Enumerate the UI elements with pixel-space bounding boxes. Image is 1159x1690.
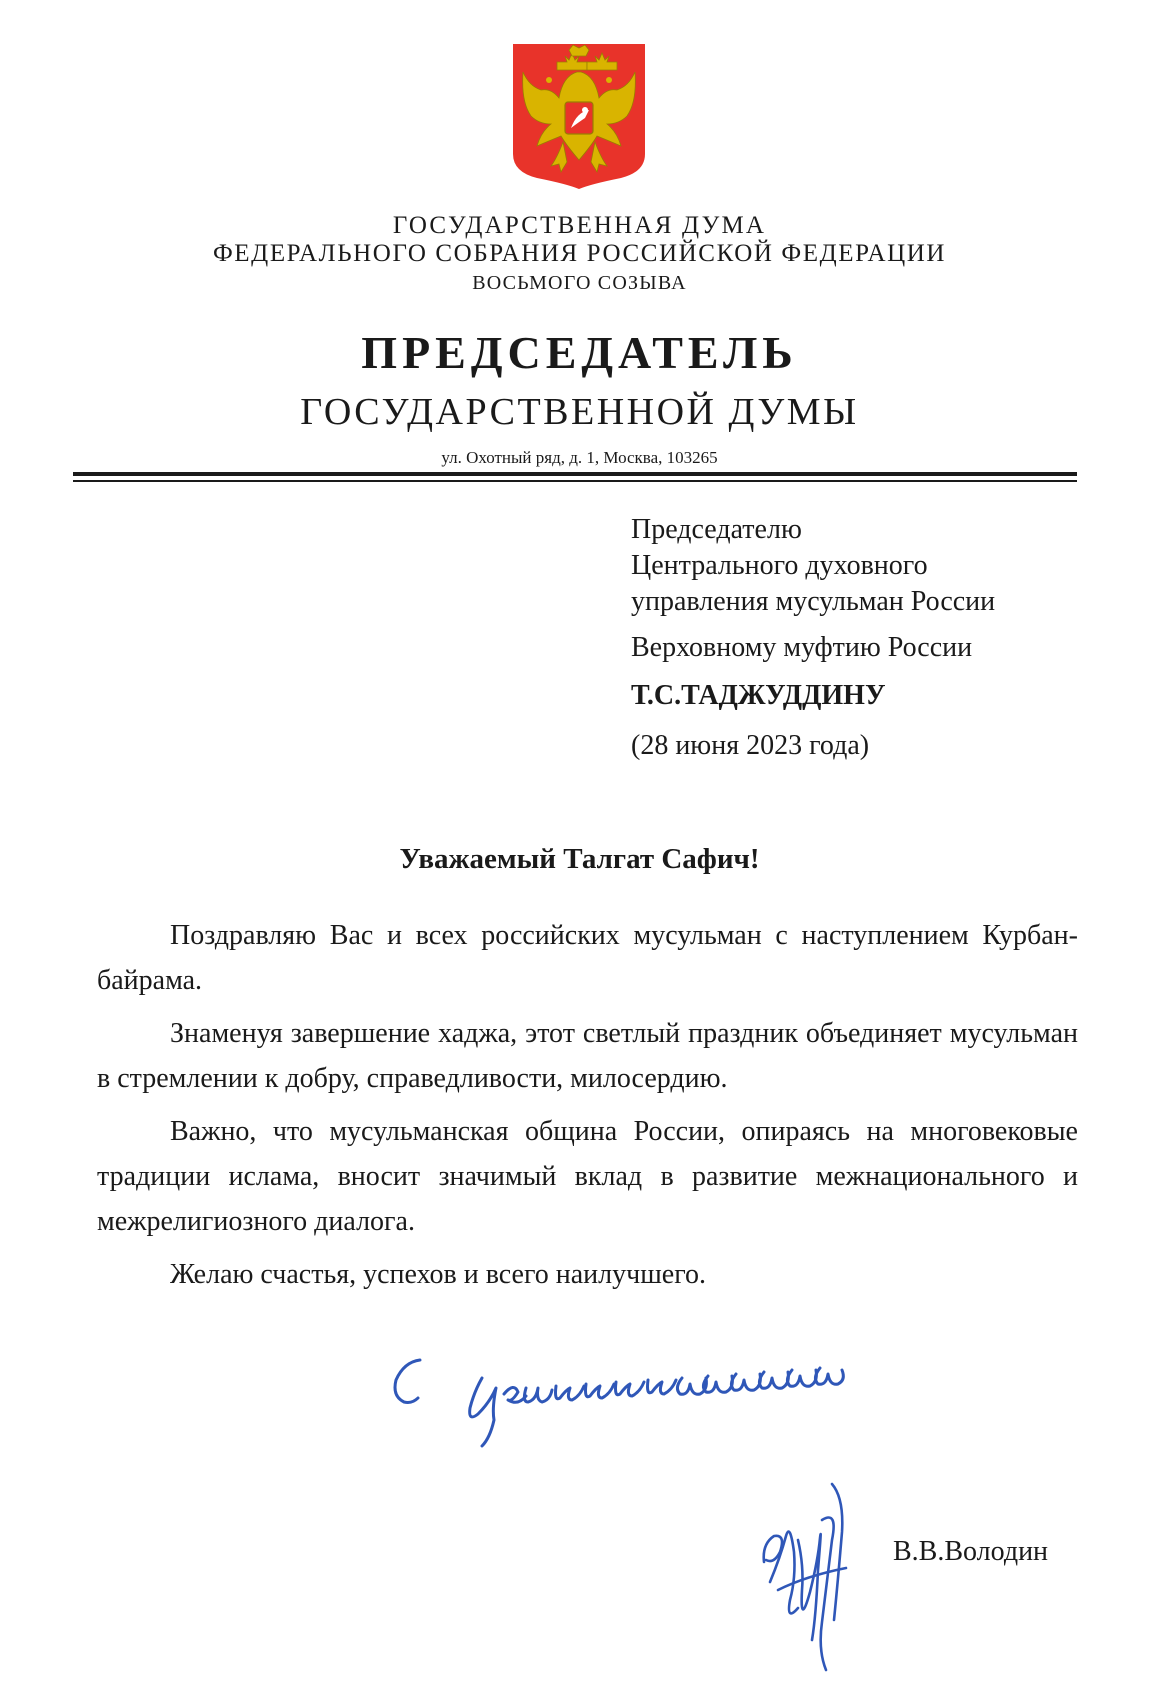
handwritten-farewell	[386, 1348, 906, 1448]
header-divider-thin	[73, 480, 1077, 482]
org-name-line-3: ВОСЬМОГО СОЗЫВА	[472, 272, 687, 294]
salutation: Уважаемый Талгат Сафич!	[399, 843, 760, 875]
signer-name: В.В.Володин	[893, 1536, 1049, 1567]
body-paragraph: Знаменуя завершение хаджа, этот светлый праздник объединяет мусульман в стремлении к добру, справедливости, милосердию.	[97, 1018, 1078, 1094]
recipient-block	[631, 512, 1131, 764]
org-name-line-1: ГОСУДАРСТВЕННАЯ ДУМА	[392, 212, 767, 239]
recipient-line-1: Председателю	[631, 514, 802, 545]
recipient-line-2: Центрального духовного	[631, 550, 928, 581]
body-paragraph: Важно, что мусульманская община России, опираясь на многовековые традиции ислама, вносит значимый вклад в развитие межнационального и межрелигиозного диалога.	[97, 1116, 1078, 1237]
recipient-line-3: управления мусульман России	[631, 586, 996, 617]
body-paragraph: Желаю счастья, успехов и всего наилучшего.	[170, 1259, 706, 1290]
russian-coat-of-arms-icon	[511, 42, 647, 190]
letterhead-subtitle: ГОСУДАРСТВЕННОЙ ДУМЫ	[300, 391, 859, 433]
body-paragraph: Поздравляю Вас и всех российских мусульман с наступлением Курбан-байрама.	[97, 920, 1078, 996]
header-divider-thick	[73, 472, 1077, 476]
letterhead-address: ул. Охотный ряд, д. 1, Москва, 103265	[441, 448, 718, 467]
org-name-line-2: ФЕДЕРАЛЬНОГО СОБРАНИЯ РОССИЙСКОЙ ФЕДЕРАЦИИ	[212, 240, 947, 267]
letterhead-title: ПРЕДСЕДАТЕЛЬ	[361, 327, 798, 378]
letter-body	[97, 913, 1078, 1305]
letter-date: (28 июня 2023 года)	[631, 730, 870, 761]
recipient-name: Т.С.ТАДЖУДДИНУ	[631, 680, 886, 711]
handwritten-signature	[758, 1440, 858, 1690]
recipient-line-4: Верховному муфтию России	[631, 632, 973, 663]
